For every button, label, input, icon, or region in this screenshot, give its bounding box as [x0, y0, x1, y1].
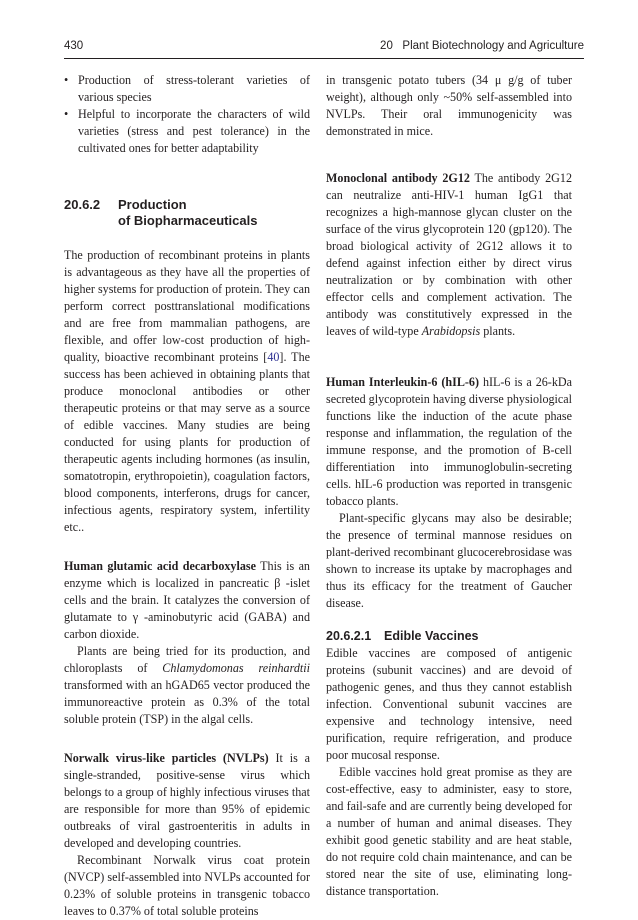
- right-column: [326, 72, 572, 900]
- gad-heading: Human glutamic acid decarboxylase: [64, 559, 256, 573]
- il6-heading: Human Interleukin-6 (hIL-6): [326, 375, 480, 389]
- nvlp-heading: Norwalk virus-like particles (NVLPs): [64, 751, 269, 765]
- edible-vaccines-paragraph-2: Edible vaccines hold great promise as they are cost-effective, easy to administer, easy to store, and fail-safe and are currently being developed for a number of human and animal diseases. They exhibit good genetic stability and are heat stable, do not require cold chain maintenance, and can be stored near the site of use, eliminating long-distance transportation.: [326, 765, 572, 898]
- gad-paragraph-2: Plants are being tried for its production, and chloroplasts of Chlamydomonas reinhardtii transformed with an hGAD65 vector produced the immunoreactive protein as 0.3% of the total soluble protein (TSP) in the algal cells.: [64, 644, 310, 726]
- section-title-line-2: of Biopharmaceuticals: [118, 213, 258, 228]
- mab-heading: Monoclonal antibody 2G12: [326, 171, 470, 185]
- section-number: 20.6.2: [64, 197, 101, 212]
- citation-link[interactable]: 40: [267, 350, 280, 364]
- mab-paragraph: Monoclonal antibody 2G12 The antibody 2G12 can neutralize anti-HIV-1 human IgG1 that recognizes a high-mannose glycan cluster on the surface of the virus glycoprotein 120 (gp120). The broad biological activity of 2G12 allows it to defend against infection either by direct virus neutralization or by combination with other effector cells and complement activation. The antibody was constitutively expressed in the leaves of wild-type Arabidopsis plants.: [326, 171, 572, 338]
- intro-paragraph: The production of recombinant proteins in plants is advantageous as they have all the properties of higher systems for production of protein. They can perform correct posttranslational modifications and are free from mammalian pathogens, are flexible, and offer low-cost production of high-quality, bioactive recombinant proteins [40]. The success has been achieved in obtaining plants that produce monoclonal antibodies or other therapeutic proteins or that may serve as a source of edible vaccines. Many studies are being conducted for using plants for production of therapeutic agents including hormones (as insulin, somatotropin, erythropoietin), coagulation factors, blood components, interferons, drugs for cancer, infectious agents, respiratory system, infertility etc..: [64, 248, 310, 534]
- nvlp-continuation: in transgenic potato tubers (34 μ g/g of tuber weight), although only ~50% self-assembled into NVLPs. Their oral immunogenicity was demonstrated in mice.: [326, 73, 572, 138]
- gad-paragraph: Human glutamic acid decarboxylase This is an enzyme which is localized in pancreatic β -islet cells and the brain. It catalyzes the conversion of glutamate to γ -aminobutyric acid (GABA) and carbon dioxide.: [64, 559, 310, 641]
- bullet-item: • Production of stress-tolerant varieties of various species: [64, 72, 310, 106]
- header-rule: [64, 58, 584, 59]
- running-title: 20 Plant Biotechnology and Agriculture: [380, 40, 584, 52]
- edible-vaccines-paragraph: Edible vaccines are composed of antigenic proteins (subunit vaccines) and are devoid of pathogenic genes, and thus they cannot establish infection. Conventional subunit vaccines are expensive and technology intensive, need purification, require refrigeration, and produce poor mucosal response.: [326, 646, 572, 762]
- subsection-number: 20.6.2.1: [326, 629, 372, 643]
- left-column: [64, 72, 310, 920]
- section-heading: [64, 197, 310, 229]
- subsection-title: Edible Vaccines: [384, 629, 479, 643]
- section-title-line-1: Production: [118, 197, 187, 212]
- bullet-list: [64, 72, 310, 157]
- running-header: [64, 40, 584, 56]
- bullet-item: • Helpful to incorporate the characters of wild varieties (stress and pest tolerance) in the cultivated ones for better adaptability: [64, 106, 310, 157]
- nvlp-paragraph: Norwalk virus-like particles (NVLPs) It is a single-stranded, positive-sense virus which belongs to a group of highly infectious viruses that are responsible for more than 95% of epidemic outbreaks of viral gastroenteritis in adults in developed and developing countries.: [64, 751, 310, 850]
- nvlp-paragraph-2: Recombinant Norwalk virus coat protein (NVCP) self-assembled into NVLPs accounted for 0.23% of soluble proteins in transgenic tobacco leaves to 0.37% of total soluble proteins: [64, 853, 310, 918]
- il6-paragraph: Human Interleukin-6 (hIL-6) hIL-6 is a 26-kDa secreted glycoprotein having diverse physiological functions like the induction of the acute phase response and inflammation, the regulation of the immune response, and the promotion of B-cell differentiation into immunoglobulin-secreting cells. hIL-6 production was reported in transgenic tobacco plants.: [326, 375, 572, 508]
- page-number: 430: [64, 40, 84, 52]
- subsection-heading: [326, 628, 572, 645]
- il6-paragraph-2: Plant-specific glycans may also be desirable; the presence of terminal mannose residues on plant-derived recombinant glucocerebrosidase was shown to increase its uptake by macrophages and thus its efficacy for the treatment of Gaucher disease.: [326, 511, 572, 610]
